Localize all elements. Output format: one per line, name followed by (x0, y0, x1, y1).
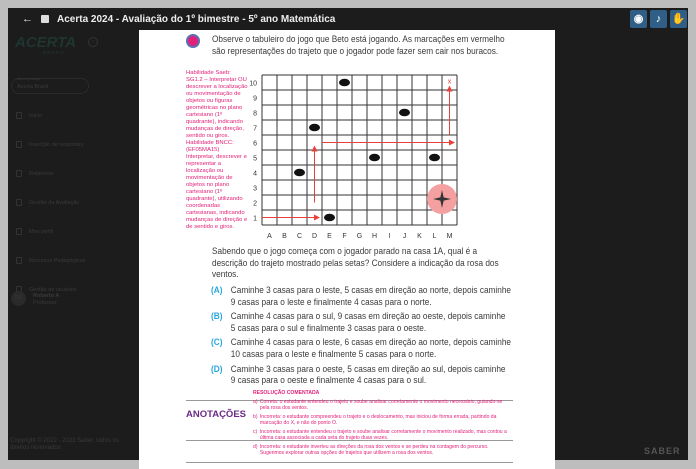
row-label: 1 (253, 215, 257, 223)
product-select[interactable] (11, 78, 89, 94)
row-label: 9 (253, 95, 257, 103)
answer-option[interactable] (211, 285, 511, 308)
home-icon (16, 112, 22, 119)
option-letter: (C) (211, 337, 223, 349)
column-label: I (388, 233, 391, 240)
annotations-label: ANOTAÇÕES (186, 409, 246, 420)
sidebar-item-label: Meu perfil (29, 228, 54, 235)
row-label: 10 (249, 80, 257, 88)
answer-option[interactable] (211, 364, 511, 387)
sidebar-item-label: Recursos Pedagógicos (29, 257, 86, 264)
sidebar-item[interactable] (16, 286, 77, 293)
hole (369, 154, 380, 162)
column-label: K (417, 233, 422, 240)
answer-option[interactable] (211, 311, 511, 334)
document-icon (41, 15, 49, 23)
column-label: M (446, 233, 453, 240)
audio-icon[interactable]: ♪ (650, 10, 667, 28)
doc-icon (16, 199, 22, 206)
resolution-key: b) (253, 413, 258, 420)
logo: ACERTA (15, 34, 77, 51)
sidebar-item[interactable] (16, 170, 54, 177)
option-text: Caminhe 3 casas para o oeste, 5 casas em direção ao sul, depois caminhe 9 casas para o oeste e finalmente 4 casas para o sul. (230, 363, 506, 387)
row-label: 7 (253, 125, 257, 133)
question-intro: Observe o tabuleiro do jogo que Beto está jogando. As marcações em vermelho são representações do trajeto que o jogador pode fazer sem cair nos buracos. (212, 34, 505, 57)
resolution-text: Incorreta: o estudante compreendeu o trajeto e o deslocamento, mas iniciou de forma errada, partindo da marcação do X, e não do ponto O. (259, 413, 497, 426)
row-label: 4 (253, 170, 257, 178)
divider (186, 462, 513, 463)
header (8, 8, 688, 30)
resolution-text: Incorreta: o estudante inverteu as direções da rosa dos ventos e se perdeu na contagem do percurso. Sugerimos explorar outras opções de trajetos que utilizem a rosa dos ventos. (259, 443, 489, 456)
resolution-item (253, 429, 513, 442)
question-prompt: Sabendo que o jogo começa com o jogador parado na casa 1A, qual é a descrição do trajeto mostrado pelas setas? Considere a indicação da rosa dos ventos. (212, 246, 499, 281)
logo-sub: BRASIL (43, 50, 66, 55)
end-mark: x (447, 78, 452, 86)
column-label: C (296, 233, 303, 240)
sign-language-icon[interactable]: ✋ (670, 10, 687, 28)
book-icon (16, 257, 22, 264)
sidebar-item[interactable] (16, 228, 53, 235)
resolution-text: Incorreta: o estudante entendeu o trajeto e soube analisar corretamente o movimento realizado, mas contou a última casa associada a cada seta do trajeto duas vezes. (259, 428, 507, 441)
column-label: B (282, 233, 287, 240)
sidebar-item[interactable] (16, 257, 86, 264)
resolution-item (253, 414, 513, 427)
hole (429, 154, 440, 162)
sidebar-item-label: Inserção de respostas (29, 141, 84, 148)
row-label: 5 (253, 155, 257, 163)
eye-off-icon[interactable]: ◉ (630, 10, 647, 28)
resolution-key: a) (253, 398, 258, 405)
resolution-commented (253, 390, 513, 459)
column-label: L (432, 233, 437, 240)
option-text: Caminhe 4 casas para o sul, 9 casas em direção ao oeste, depois caminhe 5 casas para o sul e finalmente 3 casas para o oeste. (230, 311, 506, 334)
sidebar-item-label: Início (29, 112, 43, 119)
column-label: F (342, 233, 347, 240)
column-label: D (311, 233, 318, 240)
resolution-key: d) (253, 443, 258, 450)
saber-logo: SABER (644, 446, 681, 456)
sidebar-item[interactable] (16, 141, 83, 148)
hole (339, 79, 350, 87)
sidebar (8, 8, 139, 460)
row-label: 8 (253, 110, 257, 118)
hole (399, 109, 410, 117)
column-label: J (402, 233, 407, 240)
resolution-title: RESOLUÇÃO COMENTADA (253, 390, 320, 396)
row-label: 3 (253, 185, 257, 193)
back-arrow-icon[interactable]: ← (22, 13, 33, 25)
hole (294, 169, 305, 177)
product-select-value: Acerta Brasil (17, 84, 49, 90)
question-page (139, 30, 555, 469)
product-select-label: Alterar produto * (17, 77, 43, 81)
file-icon (16, 141, 22, 148)
row-label: 6 (253, 140, 257, 148)
sidebar-item[interactable] (16, 112, 42, 119)
avatar: RS (11, 291, 26, 306)
column-label: E (327, 233, 332, 240)
user-role: Professor (33, 300, 57, 306)
option-letter: (B) (211, 311, 223, 323)
option-letter: (A) (211, 285, 223, 296)
copyright: Copyright © 2022 - 2023 Saber, todos os direitos reservados (10, 438, 119, 451)
column-label: H (371, 233, 378, 240)
resolution-item (253, 399, 513, 412)
skills-note: Habilidade Saeb: SG1.2 – Interpretar OU descrever a localização ou movimentação de objetos ou figuras geométricas no plano cartesiano (1º quadrante), indicando mudanças de direção, sentido ou giros. Habilidade BNCC: (EF05MA15) Interpretar, descrever e representar a localização ou movimentação de objetos no plano cartesiano (1º quadrante), utilizando coordenadas cartesianas, indicando mudanças de direção e de sentido e giros. (186, 70, 248, 230)
option-text: Caminhe 4 casas para o leste, 6 casas em direção ao norte, depois caminhe 10 casas para o leste e finalmente 5 casas para o norte. (230, 337, 512, 360)
user-name: Roberto A (33, 293, 60, 299)
option-text: Caminhe 3 casas para o leste, 5 casas em direção ao norte, depois caminhe 9 casas para o leste e finalmente 4 casas para o norte. (230, 285, 512, 308)
sidebar-item-label: Gestão de usuários (29, 286, 77, 293)
question-number-badge (186, 34, 200, 48)
resolution-key: c) (253, 428, 258, 435)
hole (324, 214, 335, 222)
sidebar-item-label: Gestão da Avaliação (29, 199, 80, 206)
sidebar-item-label: Relatórios (29, 170, 54, 177)
game-board (243, 70, 468, 240)
option-letter: (D) (211, 363, 223, 375)
answer-option[interactable] (211, 337, 511, 360)
user-icon (16, 228, 22, 235)
column-label: G (356, 233, 363, 240)
page-title: Acerta 2024 - Avaliação do 1º bimestre - 5º ano Matemática (57, 14, 336, 25)
chart-icon (16, 170, 22, 177)
resolution-text: Correta: o estudante entendeu o trajeto e soube analisar corretamente o movimento necessário, guiando-se pela rosa dos ventos. (259, 398, 503, 411)
resolution-item (253, 444, 513, 457)
row-label: 2 (253, 200, 257, 208)
sidebar-item[interactable] (16, 199, 79, 206)
column-label: A (267, 233, 272, 240)
answer-options (211, 285, 511, 390)
hole (309, 124, 320, 132)
collapse-sidebar-button[interactable]: ‹ (88, 37, 98, 47)
